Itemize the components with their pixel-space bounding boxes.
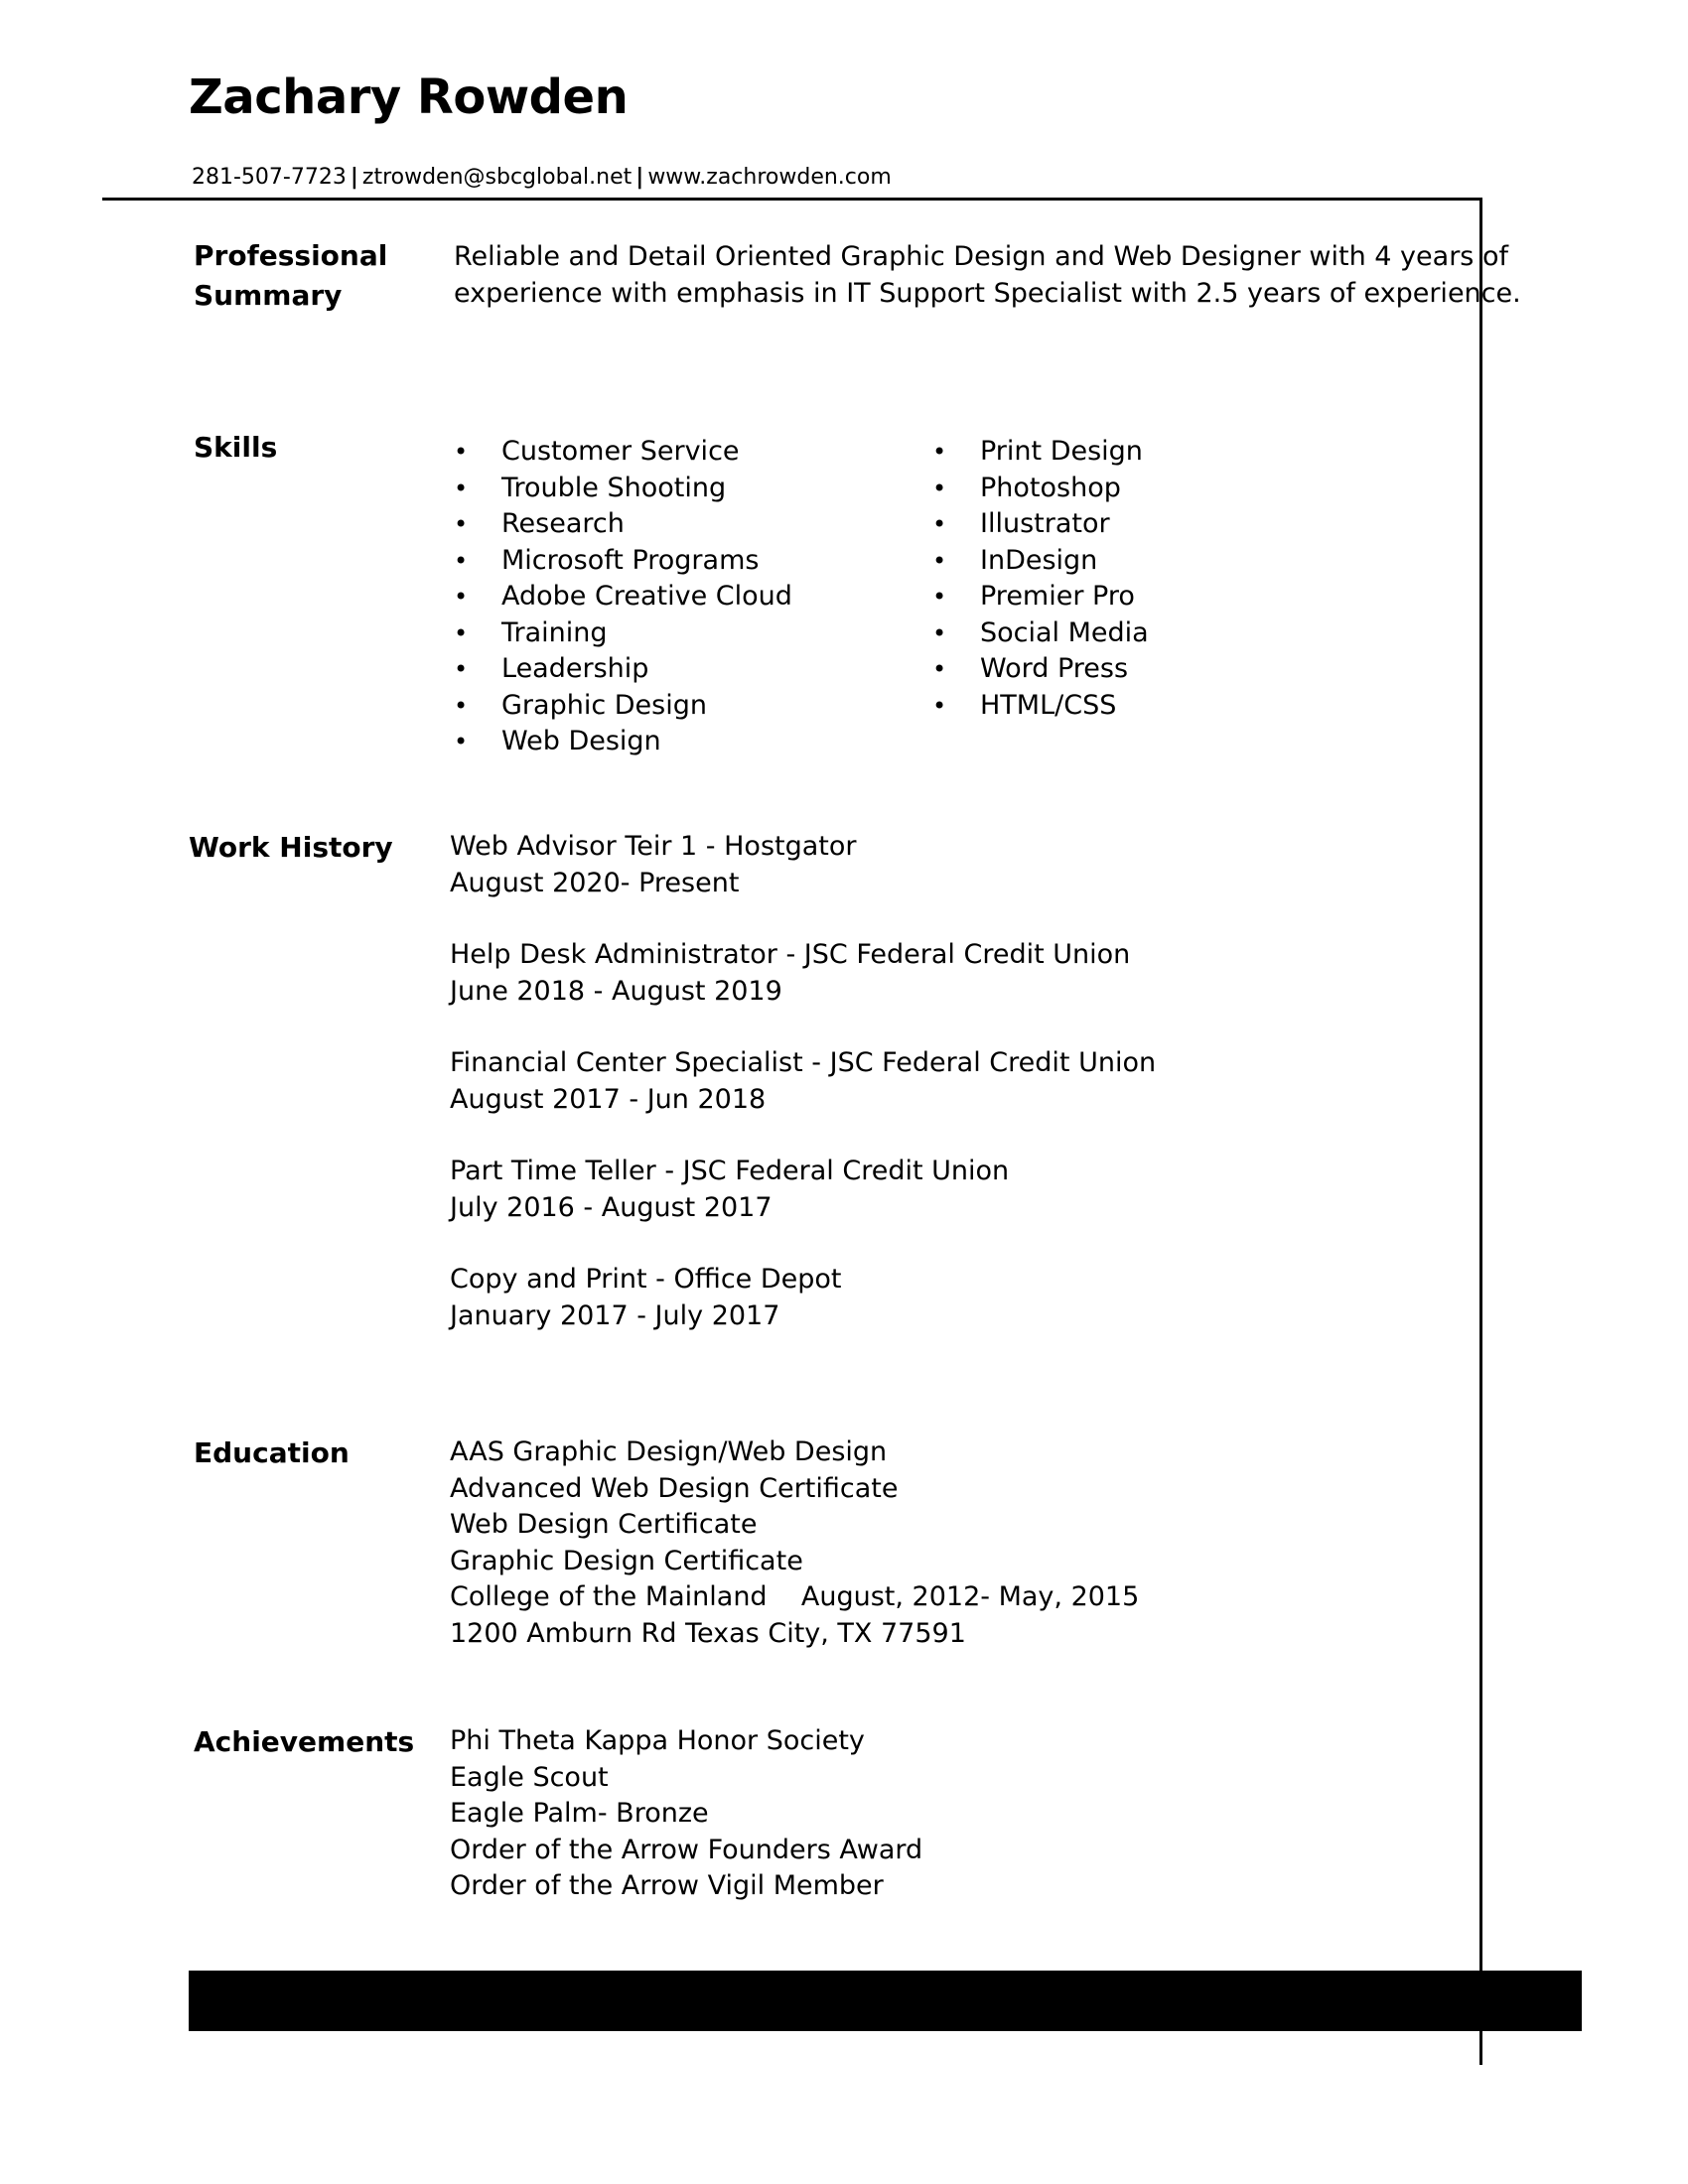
job-dates: June 2018 - August 2019 [450, 975, 782, 1007]
bullet-icon: • [932, 655, 947, 683]
education-line: AAS Graphic Design/Web Design [450, 1436, 888, 1467]
bullet-icon: • [932, 438, 947, 466]
job-title: Web Advisor Teir 1 - Hostgator [450, 831, 857, 862]
skill-label: InDesign [980, 544, 1098, 576]
achievement-line: Eagle Scout [450, 1761, 609, 1793]
bullet-icon: • [932, 618, 947, 647]
achievement-line: Eagle Palm- Bronze [450, 1798, 709, 1829]
list-item [452, 434, 792, 471]
job-dates: January 2017 - July 2017 [450, 1299, 780, 1331]
job-title: Help Desk Administrator - JSC Federal Credit Union [450, 939, 1131, 970]
skill-label: Leadership [501, 653, 649, 684]
contact-separator: | [350, 165, 358, 190]
achievements-list [450, 1723, 922, 1905]
list-item [452, 579, 792, 615]
list-item [930, 651, 1149, 688]
bullet-icon: • [454, 728, 469, 755]
skills-list-column2 [930, 434, 1149, 724]
list-item [930, 543, 1149, 580]
bullet-icon: • [932, 691, 947, 720]
summary-heading-line1: Professional [194, 239, 388, 272]
achievement-line: Order of the Arrow Founders Award [450, 1834, 923, 1865]
education-list [450, 1434, 1139, 1652]
skill-label: HTML/CSS [980, 689, 1117, 721]
work-entry [450, 1045, 1156, 1118]
job-title: Financial Center Specialist - JSC Federal Credit Union [450, 1047, 1157, 1078]
bullet-icon: • [454, 691, 469, 720]
bullet-icon: • [932, 474, 947, 502]
job-title: Copy and Print - Office Depot [450, 1264, 842, 1295]
skill-label: Print Design [980, 436, 1143, 467]
list-item [452, 471, 792, 507]
skill-label: Word Press [980, 653, 1129, 684]
summary-text [454, 238, 1521, 312]
summary-heading [194, 236, 387, 316]
list-item [930, 506, 1149, 543]
work-history-heading: Work History [189, 831, 393, 864]
education-line: Web Design Certificate [450, 1509, 758, 1540]
work-entry [450, 1154, 1009, 1226]
bullet-icon: • [932, 510, 947, 538]
summary-line2: experience with emphasis in IT Support Specialist with 2.5 years of experience. [454, 278, 1521, 309]
skill-label: Illustrator [980, 508, 1110, 539]
bullet-icon: • [454, 655, 469, 683]
education-line: Advanced Web Design Certificate [450, 1472, 899, 1504]
contact-line [192, 163, 892, 193]
list-item [930, 434, 1149, 471]
skill-label: Social Media [980, 616, 1149, 648]
list-item [930, 579, 1149, 615]
skills-heading: Skills [194, 431, 278, 464]
list-item [452, 506, 792, 543]
bullet-icon: • [454, 438, 469, 466]
website-address: www.zachrowden.com [647, 165, 892, 190]
skills-list-column1 [452, 434, 792, 760]
top-divider-rule [102, 198, 1482, 201]
list-item [452, 724, 792, 760]
list-item [452, 543, 792, 580]
skill-label: Adobe Creative Cloud [501, 581, 792, 612]
list-item [930, 471, 1149, 507]
email-address: ztrowden@sbcglobal.net [361, 165, 633, 190]
job-dates: August 2017 - Jun 2018 [450, 1083, 767, 1115]
bullet-icon: • [454, 583, 469, 611]
summary-line1: Reliable and Detail Oriented Graphic Design and Web Designer with 4 years of [454, 241, 1508, 272]
skill-label: Graphic Design [501, 689, 707, 721]
right-divider-rule [1479, 198, 1482, 2065]
bullet-icon: • [454, 474, 469, 502]
footer-bar [189, 1971, 1582, 2031]
list-item [930, 615, 1149, 652]
list-item [452, 651, 792, 688]
skill-label: Trouble Shooting [501, 472, 727, 503]
summary-heading-line2: Summary [194, 279, 343, 312]
education-heading: Education [194, 1436, 350, 1469]
skill-label: Web Design [501, 726, 661, 756]
achievements-heading: Achievements [194, 1725, 415, 1758]
phone-number: 281-507-7723 [192, 165, 347, 190]
bullet-icon: • [454, 618, 469, 647]
bullet-icon: • [454, 510, 469, 538]
work-entry [450, 1262, 842, 1334]
list-item [452, 615, 792, 652]
contact-separator: | [635, 165, 644, 190]
work-entry [450, 829, 856, 901]
education-line: 1200 Amburn Rd Texas City, TX 77591 [450, 1617, 966, 1649]
skill-label: Research [501, 508, 625, 539]
education-line: Graphic Design Certificate [450, 1545, 803, 1576]
skill-label: Microsoft Programs [501, 544, 760, 576]
bullet-icon: • [454, 546, 469, 575]
work-entry [450, 937, 1130, 1010]
resume-name: Zachary Rowden [189, 69, 629, 125]
skill-label: Training [501, 616, 608, 648]
list-item [930, 688, 1149, 725]
job-title: Part Time Teller - JSC Federal Credit Union [450, 1156, 1010, 1186]
achievement-line: Phi Theta Kappa Honor Society [450, 1725, 865, 1756]
achievement-line: Order of the Arrow Vigil Member [450, 1870, 884, 1901]
bullet-icon: • [932, 546, 947, 575]
skill-label: Premier Pro [980, 581, 1135, 612]
list-item [452, 688, 792, 725]
education-line: College of the Mainland August, 2012- May, 2015 [450, 1581, 1140, 1612]
skill-label: Customer Service [501, 436, 740, 467]
job-dates: July 2016 - August 2017 [450, 1191, 773, 1223]
bullet-icon: • [932, 583, 947, 611]
skill-label: Photoshop [980, 472, 1121, 503]
job-dates: August 2020- Present [450, 867, 740, 898]
